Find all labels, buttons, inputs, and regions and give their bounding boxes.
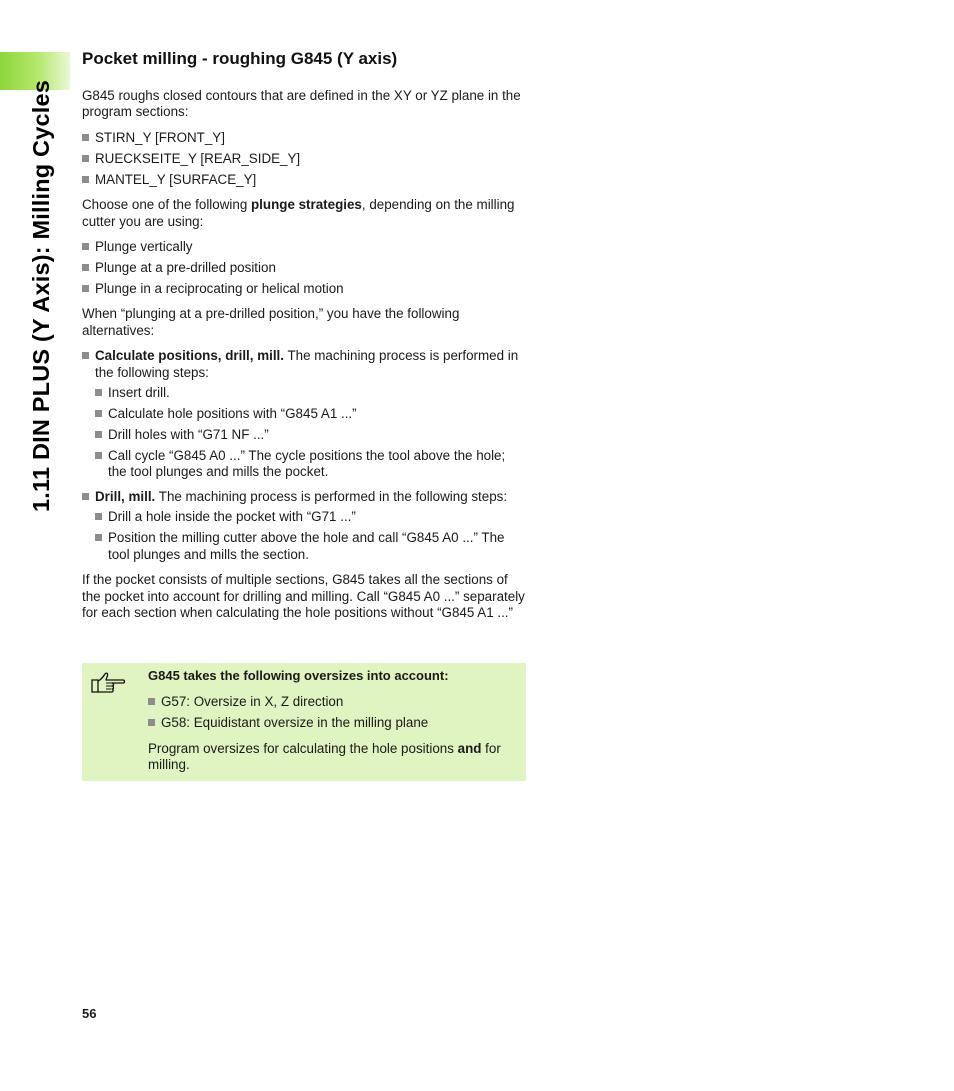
alternative-item [82, 348, 526, 481]
alternative-title: Drill, mill. [95, 488, 156, 504]
strategies-intro-after: , depending on the milling cutter you are using: [82, 197, 515, 229]
list-item: MANTEL_Y [SURFACE_Y] [82, 172, 526, 188]
main-content [82, 48, 526, 630]
program-sections-list [82, 130, 526, 188]
alternatives-list [82, 348, 526, 563]
note-footer-bold: and [457, 740, 482, 756]
alternative-steps-list [95, 385, 526, 481]
list-item: G57: Oversize in X, Z direction [148, 694, 518, 710]
list-item: Plunge vertically [82, 239, 526, 255]
note-footer-before: Program oversizes for calculating the hole positions [148, 740, 458, 756]
list-item: Plunge at a pre-drilled position [82, 260, 526, 276]
alternative-steps-list [95, 509, 526, 563]
note-box [82, 663, 526, 781]
pointing-hand-icon [90, 671, 126, 697]
alternative-text: The machining process is performed in the following steps: [155, 488, 508, 504]
strategies-intro-bold: plunge strategies [251, 197, 362, 213]
alternative-text: The machining process is performed in the following steps: [95, 348, 519, 380]
plunge-strategies-list [82, 239, 526, 297]
note-footer [148, 741, 518, 774]
step-item: Calculate hole positions with “G845 A1 ...” [95, 406, 526, 422]
step-item: Drill a hole inside the pocket with “G71 ...” [95, 509, 526, 525]
step-item: Insert drill. [95, 385, 526, 401]
chapter-title-text: 1.11 DIN PLUS (Y Axis): Milling Cycles [28, 79, 54, 512]
list-item: RUECKSEITE_Y [REAR_SIDE_Y] [82, 151, 526, 167]
intro-paragraph: G845 roughs closed contours that are defined in the XY or YZ plane in the program sections: [82, 88, 521, 120]
step-item: Position the milling cutter above the hole and call “G845 A0 ...” The tool plunges and mills the section. [95, 530, 526, 563]
note-footer-after: for milling. [148, 740, 501, 773]
note-heading: G845 takes the following oversizes into account: [148, 668, 449, 683]
strategies-intro-before: Choose one of the following [82, 197, 251, 213]
list-item: Plunge in a reciprocating or helical motion [82, 281, 526, 297]
note-list [148, 694, 518, 731]
strategies-intro [82, 197, 526, 230]
section-title: Pocket milling - roughing G845 (Y axis) [82, 49, 398, 68]
alternative-title: Calculate positions, drill, mill. [95, 348, 284, 364]
step-item: Call cycle “G845 A0 ...” The cycle positions the tool above the hole; the tool plunges and mills the pocket. [95, 448, 526, 481]
predrilled-intro: When “plunging at a pre-drilled position,” you have the following alternatives: [82, 306, 460, 338]
list-item: STIRN_Y [FRONT_Y] [82, 130, 526, 146]
multiple-sections-paragraph: If the pocket consists of multiple sections, G845 takes all the sections of the pocket into account for drilling and milling. Call “G845 A0 ...” separately for each section when calculating the hole positions without “G845 A1 ...” [82, 572, 525, 620]
step-item: Drill holes with “G71 NF ...” [95, 427, 526, 443]
alternative-item [82, 489, 526, 563]
note-body [148, 668, 518, 783]
list-item: G58: Equidistant oversize in the milling plane [148, 715, 518, 731]
page-number: 56 [82, 1006, 97, 1021]
